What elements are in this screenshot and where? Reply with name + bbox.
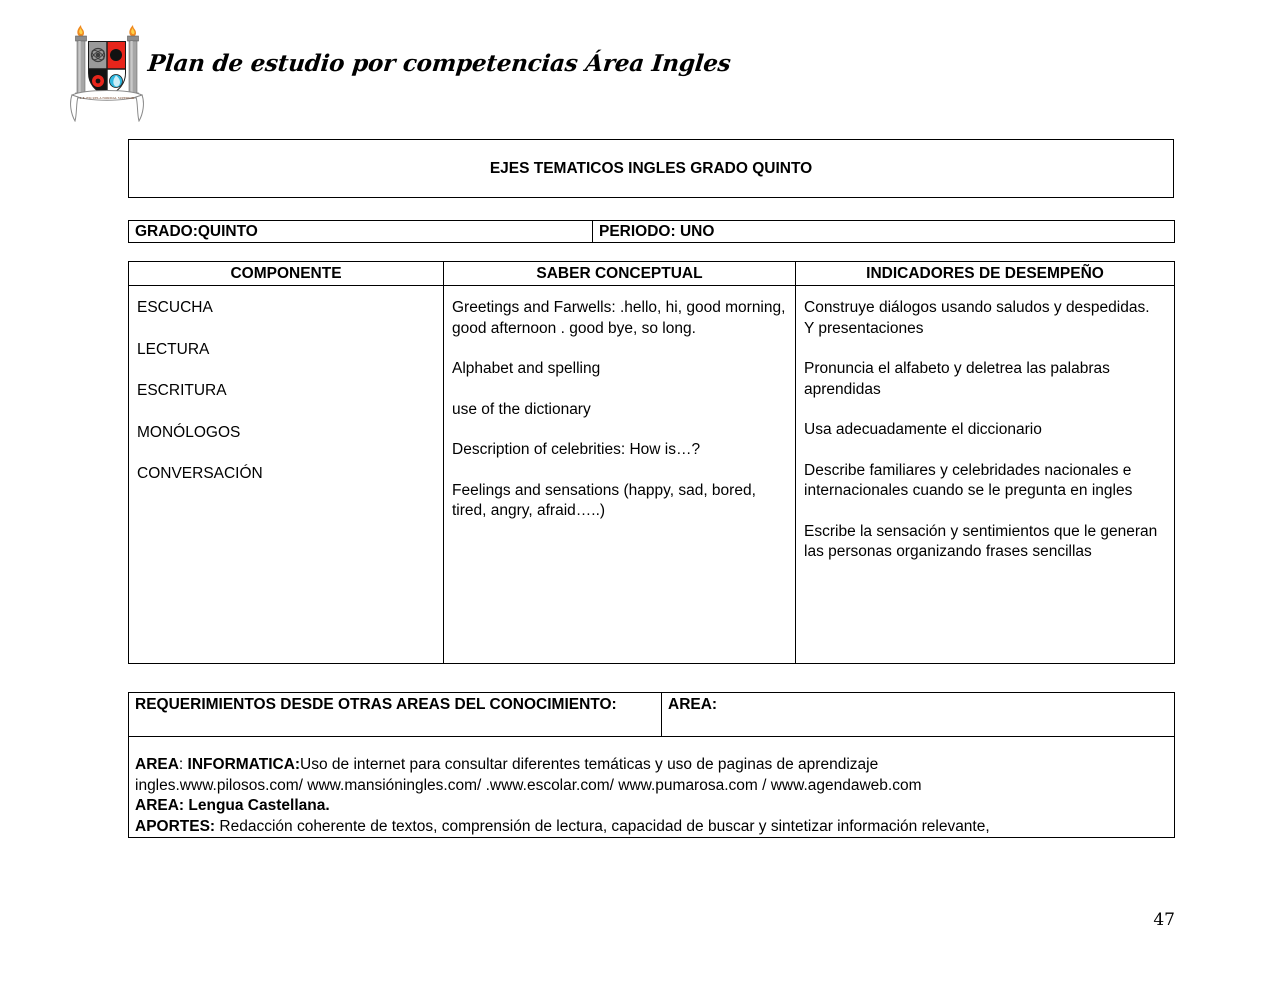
- requerimientos-body: [129, 737, 1175, 838]
- req-line-urls: ingles.www.pilosos.com/ www.mansióningles.com/ .www.escolar.com/ www.pumarosa.com / www.agendaweb.com: [135, 776, 922, 794]
- componente-item: ESCRITURA: [137, 382, 227, 399]
- cell-indicadores-desempeno: [796, 286, 1175, 664]
- req-line-informatica: [135, 755, 1168, 776]
- column-header-indicadores: INDICADORES DE DESEMPEÑO: [796, 262, 1175, 286]
- req-line-lengua-castellana: AREA: Lengua Castellana.: [135, 797, 330, 814]
- indicador-item: Y presentaciones: [804, 319, 924, 337]
- school-crest-icon: [64, 22, 154, 122]
- area-header: AREA:: [662, 693, 1175, 737]
- ejes-tematicos-main-table: [128, 261, 1175, 664]
- indicador-item: Pronuncia el alfabeto y deletrea las palabras aprendidas: [804, 360, 1110, 398]
- table-header-row: [129, 693, 1175, 737]
- indicador-item: Escribe la sensación y sentimientos que le generan las personas organizando frases sencillas: [804, 522, 1158, 560]
- grado-periodo-table: [128, 220, 1175, 243]
- saber-item: Alphabet and spelling: [452, 360, 601, 377]
- periodo-cell: PERIODO: UNO: [593, 221, 1175, 243]
- table-row: [129, 140, 1174, 198]
- saber-item: Description of celebrities: How is…?: [452, 441, 701, 458]
- componente-item: ESCUCHA: [137, 299, 213, 316]
- saber-item: use of the dictionary: [452, 400, 591, 418]
- cell-saber-conceptual: [444, 286, 796, 664]
- req-area-label: AREA: [135, 756, 179, 773]
- indicador-item: Construye diálogos usando saludos y despedidas.: [804, 299, 1150, 316]
- req-sep: :: [178, 756, 188, 773]
- column-header-componente: COMPONENTE: [129, 262, 444, 286]
- componente-item: CONVERSACIÓN: [137, 465, 263, 482]
- saber-item: Feelings and sensations (happy, sad, bored, tired, angry, afraid…..): [452, 481, 756, 519]
- title-band-table: [128, 139, 1174, 198]
- table-row: [129, 737, 1175, 838]
- req-informatica-label: INFORMATICA:: [187, 756, 301, 773]
- req-informatica-text: Uso de internet para consultar diferentes temáticas y uso de paginas de aprendizaje: [300, 756, 879, 773]
- indicador-item: Describe familiares y celebridades nacionales e internacionales cuando se le pregunta en ingles: [804, 461, 1133, 499]
- table-header-row: [129, 262, 1175, 286]
- saber-item: Greetings and Farwells: .hello, hi, good morning, good afternoon . good bye, so long.: [452, 299, 786, 337]
- requerimientos-table: [128, 692, 1175, 838]
- svg-text:I. E. ESCUELA NORMAL SUPERIOR: I. E. ESCUELA NORMAL SUPERIOR: [79, 96, 135, 100]
- document-header: [0, 0, 1280, 125]
- page-title: Plan de estudio por competencias Área Ingles: [146, 50, 733, 77]
- table-row: [129, 286, 1175, 664]
- componente-item: MONÓLOGOS: [137, 423, 241, 441]
- column-header-saber-conceptual: SABER CONCEPTUAL: [444, 262, 796, 286]
- ejes-tematicos-title: EJES TEMATICOS INGLES GRADO QUINTO: [129, 140, 1174, 198]
- page-number: 47: [1153, 910, 1175, 930]
- req-aportes-label: APORTES:: [135, 817, 216, 835]
- cell-componente: [129, 286, 444, 664]
- table-row: [129, 221, 1175, 243]
- indicador-item: Usa adecuadamente el diccionario: [804, 421, 1042, 438]
- componente-item: LECTURA: [137, 340, 210, 358]
- req-aportes-text: Redacción coherente de textos, comprensión de lectura, capacidad de buscar y sintetizar información relevante,: [215, 817, 990, 835]
- grado-cell: GRADO:QUINTO: [129, 221, 593, 243]
- requerimientos-header: REQUERIMIENTOS DESDE OTRAS AREAS DEL CONOCIMIENTO:: [129, 693, 662, 737]
- req-line-aportes: [135, 817, 1168, 838]
